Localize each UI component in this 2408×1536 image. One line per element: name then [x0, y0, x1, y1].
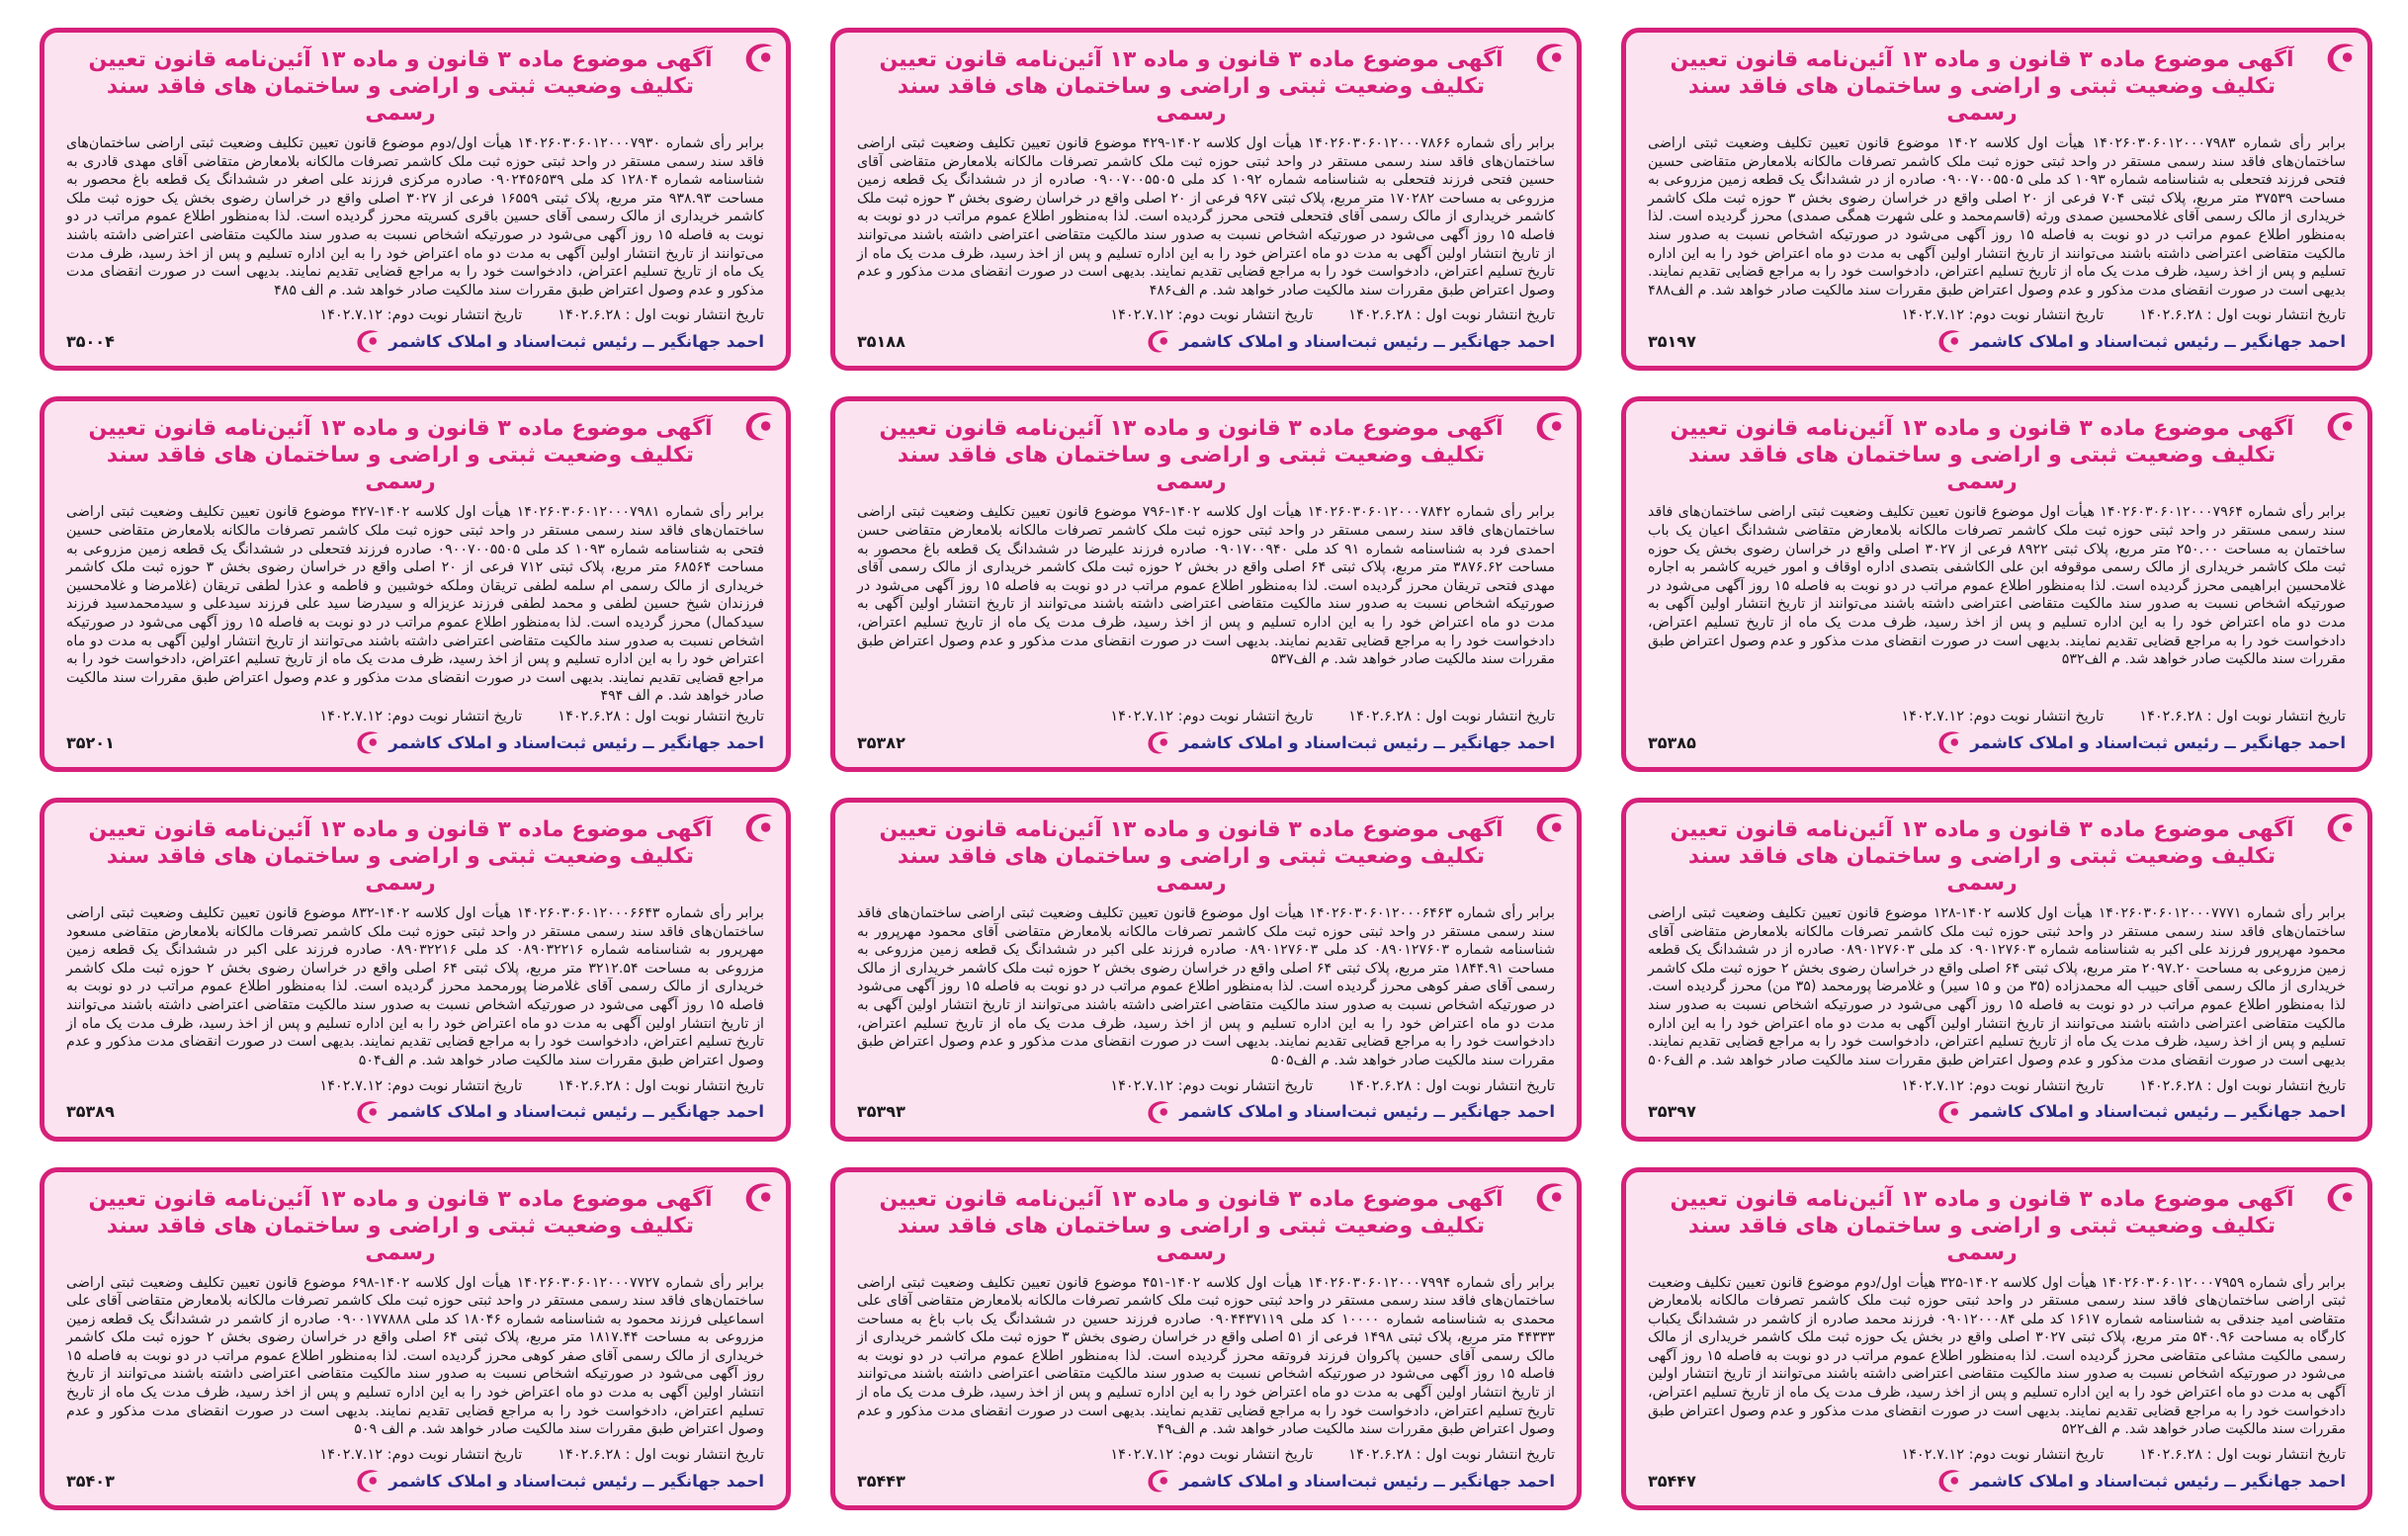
second-publication-date: تاریخ انتشار نوبت دوم: ۱۴۰۲.۷.۱۲ — [1901, 1077, 2105, 1094]
signature — [1935, 1466, 2346, 1495]
signature-text: احمد جهانگیر ــ رئیس ثبت‌اسناد و املاک کاشمر — [1179, 1102, 1555, 1121]
publication-dates — [857, 1447, 1555, 1463]
registration-organization-logo-icon — [1531, 407, 1569, 445]
notice-title: آگهی موضوع ماده ۳ قانون و ماده ۱۳ آئین‌نامه قانون تعیین تکلیف وضعیت ثبتی و اراضی و ساختمان های فاقد سند رسمی — [879, 47, 1504, 126]
publication-dates — [1648, 1447, 2346, 1463]
notice-code: ۳۵۳۸۵ — [1648, 732, 1696, 752]
notice-card — [830, 1167, 1582, 1511]
signature-text: احمد جهانگیر ــ رئیس ثبت‌اسناد و املاک کاشمر — [1179, 1471, 1555, 1491]
notice-code: ۳۵۱۹۷ — [1648, 331, 1696, 351]
registration-organization-logo-icon — [1531, 1178, 1569, 1216]
notice-footer — [66, 1097, 764, 1127]
signature — [353, 1466, 764, 1495]
notice-card — [40, 396, 791, 772]
signature-text: احمد جهانگیر ــ رئیس ثبت‌اسناد و املاک کاشمر — [1970, 1471, 2346, 1491]
signature-text: احمد جهانگیر ــ رئیس ثبت‌اسناد و املاک کاشمر — [388, 331, 764, 351]
notice-title: آگهی موضوع ماده ۳ قانون و ماده ۱۳ آئین‌نامه قانون تعیین تکلیف وضعیت ثبتی و اراضی و ساختمان های فاقد سند رسمی — [1670, 47, 2294, 126]
second-publication-date: تاریخ انتشار نوبت دوم: ۱۴۰۲.۷.۱۲ — [1110, 1447, 1314, 1463]
second-publication-date: تاریخ انتشار نوبت دوم: ۱۴۰۲.۷.۱۲ — [1901, 1447, 2105, 1463]
notice-body: برابر رأی شماره ۱۴۰۲۶۰۳۰۶۰۱۲۰۰۰۷۸۴۲ هیأت اول کلاسه ۱۴۰۲-۷۹۶ موضوع قانون تعیین تکلیف وضعیت ثبتی اراضی ساختمان‌های فاقد سند رسمی مستقر در واحد ثبتی حوزه ثبت ملک کاشمر تصرفات مالکانه بلامعارض متقاضی حسن احمدی فرد به شناسنامه شماره ۹۱ کد ملی ۰۹۰۱۷۰۰۹۴۰ صادره فرزند علیرضا در ششدانگ یک قطعه باغ محصور به مساحت ۳۸۷۶.۶۲ متر مربع، پلاک ثبتی ۶۴ اصلی واقع در بخش ۲ حوزه ثبت ملک کاشمر خریداری از مالک رسمی آقای مهدی فتحی تریقان محرز گردیده است. لذا به‌منظور اطلاع عموم مراتب در دو نوبت به فاصله ۱۵ روز آگهی می‌شود در صورتیکه اشخاص نسبت به صدور سند مالکیت متقاضی اعتراضی داشته باشند می‌توانند از تاریخ انتشار اولین آگهی به مدت دو ماه اعتراض خود را به این اداره تسلیم و پس از اخذ رسید، ظرف مدت یک ماه از تاریخ تسلیم اعتراض، دادخواست خود را به مراجع قضایی تقدیم نمایند. بدیهی است در صورت انقضای مدت مذکور و عدم وصول اعتراض طبق مقررات سند مالکیت صادر خواهد شد. م الف۵۳۷ — [857, 504, 1555, 668]
first-publication-date: تاریخ انتشار نوبت اول : ۱۴۰۲.۶.۲۸ — [558, 1077, 764, 1094]
signature — [1935, 1097, 2346, 1127]
notice-footer — [1648, 326, 2346, 356]
notice-card — [830, 396, 1582, 772]
signature — [1144, 727, 1555, 757]
signature — [1144, 1097, 1555, 1127]
signature — [1144, 1466, 1555, 1495]
notice-code: ۳۵۱۸۸ — [857, 331, 905, 351]
notice-card — [1621, 798, 2372, 1141]
signature — [1935, 727, 2346, 757]
notice-card — [40, 28, 791, 371]
second-publication-date: تاریخ انتشار نوبت دوم: ۱۴۰۲.۷.۱۲ — [1110, 709, 1314, 725]
registration-organization-logo-icon — [740, 809, 778, 846]
notice-title: آگهی موضوع ماده ۳ قانون و ماده ۱۳ آئین‌نامه قانون تعیین تکلیف وضعیت ثبتی و اراضی و ساختمان های فاقد سند رسمی — [1670, 416, 2294, 495]
notice-footer — [857, 727, 1555, 757]
registration-organization-logo-icon — [353, 326, 383, 356]
registration-organization-logo-icon — [1935, 1466, 1964, 1495]
notice-body: برابر رأی شماره ۱۴۰۲۶۰۳۰۶۰۱۲۰۰۰۷۹۸۳ هیأت اول کلاسه ۱۴۰۲ موضوع قانون تعیین تکلیف وضعیت ثبتی اراضی ساختمان‌های فاقد سند رسمی مستقر در واحد ثبتی حوزه ثبت ملک کاشمر تصرفات مالکانه بلامعارض متقاضی حسین فتحی فرزند فتحعلی به شناسنامه شماره ۱۰۹۳ کد ملی ۰۹۰۰۷۰۰۵۵۰۵ صادره از در ششدانگ یک قطعه زمین مزروعی به مساحت ۳۷۵۳۹ متر مربع، پلاک ثبتی ۷۰۴ فرعی از ۲۰ اصلی واقع در خراسان رضوی بخش ۳ حوزه ثبت ملک کاشمر خریداری از مالک رسمی آقای غلامحسین صمدی ورثه (قاسم‌محمد و علی شهرت همگی صمدی) محرز گردیده است. لذا به‌منظور اطلاع عموم مراتب در دو نوبت به فاصله ۱۵ روز آگهی می‌شود در صورتیکه اشخاص نسبت به صدور سند مالکیت متقاضی اعتراضی داشته باشند می‌توانند از تاریخ انتشار اولین آگهی به مدت دو ماه اعتراض خود را به این اداره تسلیم و پس از اخذ رسید، ظرف مدت یک ماه از تاریخ تسلیم اعتراض، دادخواست خود را به مراجع قضایی تقدیم نمایند. بدیهی است در صورت انقضای مدت مذکور و عدم وصول اعتراض طبق مقررات سند مالکیت صادر خواهد شد. م الف۴۸۸ — [1648, 135, 2346, 299]
signature — [353, 326, 764, 356]
second-publication-date: تاریخ انتشار نوبت دوم: ۱۴۰۲.۷.۱۲ — [1901, 307, 2105, 324]
registration-organization-logo-icon — [1144, 326, 1173, 356]
notice-body: برابر رأی شماره ۱۴۰۲۶۰۳۰۶۰۱۲۰۰۰۷۹۹۴ هیأت اول کلاسه ۱۴۰۲-۴۵۱ موضوع قانون تعیین تکلیف وضعیت ثبتی اراضی ساختمان‌های فاقد سند رسمی مستقر در واحد ثبتی حوزه ثبت ملک کاشمر تصرفات مالکانه بلامعارض متقاضی آقای علی محمدی به شناسنامه شماره ۱۰۰۰۰ کد ملی ۰۹۰۴۴۳۷۱۱۹ صادره فرزند حسین در ششدانگ یک باب باغ به مساحت ۴۴۳۳۳ متر مربع، پلاک ثبتی ۱۴۹۸ فرعی از ۵۱ اصلی واقع در خراسان رضوی بخش ۳ حوزه ثبت ملک کاشمر خریداری از مالک رسمی آقای حسین پاکروان فرزند فروتقه محرز گردیده است. لذا به‌منظور اطلاع عموم مراتب در دو نوبت به فاصله ۱۵ روز آگهی می‌شود در صورتیکه اشخاص نسبت به صدور سند مالکیت متقاضی اعتراضی داشته باشند می‌توانند از تاریخ انتشار اولین آگهی به مدت دو ماه اعتراض خود را به این اداره تسلیم و پس از اخذ رسید، ظرف مدت یک ماه از تاریخ تسلیم اعتراض، دادخواست خود را به مراجع قضایی تقدیم نمایند. بدیهی است در صورت انقضای مدت مذکور و عدم وصول اعتراض طبق مقررات سند مالکیت صادر خواهد شد. م الف۴۹ — [857, 1274, 1555, 1438]
notice-code: ۳۵۳۹۷ — [1648, 1102, 1696, 1121]
second-publication-date: تاریخ انتشار نوبت دوم: ۱۴۰۲.۷.۱۲ — [1110, 1077, 1314, 1094]
notice-card — [1621, 396, 2372, 772]
registration-organization-logo-icon — [353, 1097, 383, 1127]
registration-organization-logo-icon — [1531, 39, 1569, 76]
second-publication-date: تاریخ انتشار نوبت دوم: ۱۴۰۲.۷.۱۲ — [319, 1077, 523, 1094]
signature-text: احمد جهانگیر ــ رئیس ثبت‌اسناد و املاک کاشمر — [1970, 331, 2346, 351]
signature-text: احمد جهانگیر ــ رئیس ثبت‌اسناد و املاک کاشمر — [388, 1102, 764, 1121]
notice-footer — [857, 326, 1555, 356]
first-publication-date: تاریخ انتشار نوبت اول : ۱۴۰۲.۶.۲۸ — [2139, 709, 2346, 725]
notice-code: ۳۵۴۴۷ — [1648, 1471, 1696, 1491]
registration-organization-logo-icon — [1144, 1466, 1173, 1495]
notice-footer — [1648, 727, 2346, 757]
second-publication-date: تاریخ انتشار نوبت دوم: ۱۴۰۲.۷.۱۲ — [1901, 709, 2105, 725]
notice-footer — [1648, 1097, 2346, 1127]
first-publication-date: تاریخ انتشار نوبت اول : ۱۴۰۲.۶.۲۸ — [2139, 1447, 2346, 1463]
registration-organization-logo-icon — [2322, 809, 2360, 846]
registration-organization-logo-icon — [740, 407, 778, 445]
first-publication-date: تاریخ انتشار نوبت اول : ۱۴۰۲.۶.۲۸ — [558, 709, 764, 725]
registration-organization-logo-icon — [1144, 1097, 1173, 1127]
notice-footer — [1648, 1466, 2346, 1495]
notice-code: ۳۵۴۰۳ — [66, 1471, 115, 1491]
notice-title: آگهی موضوع ماده ۳ قانون و ماده ۱۳ آئین‌نامه قانون تعیین تکلیف وضعیت ثبتی و اراضی و ساختمان های فاقد سند رسمی — [879, 416, 1504, 495]
second-publication-date: تاریخ انتشار نوبت دوم: ۱۴۰۲.۷.۱۲ — [319, 709, 523, 725]
first-publication-date: تاریخ انتشار نوبت اول : ۱۴۰۲.۶.۲۸ — [1348, 1447, 1555, 1463]
signature-text: احمد جهانگیر ــ رئیس ثبت‌اسناد و املاک کاشمر — [1970, 732, 2346, 752]
publication-dates — [66, 1078, 764, 1094]
notice-card — [1621, 1167, 2372, 1511]
notice-body: برابر رأی شماره ۱۴۰۲۶۰۳۰۶۰۱۲۰۰۰۷۹۸۱ هیأت اول کلاسه ۱۴۰۲-۴۲۷ موضوع قانون تعیین تکلیف وضعیت ثبتی اراضی ساختمان‌های فاقد سند رسمی مستقر در واحد ثبتی حوزه ثبت ملک کاشمر تصرفات مالکانه بلامعارض متقاضی حسین فتحی به شناسنامه شماره ۱۰۹۳ کد ملی ۰۹۰۰۷۰۰۵۵۰۵ صادره فرزند فتحعلی در ششدانگ یک قطعه زمین مزروعی به مساحت ۶۸۵۶۴ متر مربع، پلاک ثبتی ۷۱۲ فرعی از ۲۰ اصلی واقع در خراسان رضوی بخش ۳ حوزه ثبت ملک کاشمر خریداری از مالک رسمی ام سلمه لطفی تریقان وملکه خوشبین و فاطمه و عذرا لطفی تریقان (غلامرضا و غلامحسین فرزندان شیخ حسین لطفی و محمد لطفی فرزند عزیزاله و سیدرضا سید علی فرزند سیدعلی و سیدمحمدسید فرزند سیدکمال) محرز گردیده است. لذا به‌منظور اطلاع عموم مراتب در دو نوبت به فاصله ۱۵ روز آگهی می‌شود در صورتیکه اشخاص نسبت به صدور سند مالکیت متقاضی اعتراضی داشته باشند می‌توانند از تاریخ انتشار اولین آگهی به مدت دو ماه اعتراض خود را به این اداره تسلیم و پس از اخذ رسید، ظرف مدت یک ماه از تاریخ تسلیم اعتراض، دادخواست خود را به مراجع قضایی تقدیم نمایند. بدیهی است در صورت انقضای مدت مذکور و عدم وصول اعتراض طبق مقررات سند مالکیت صادر خواهد شد. م الف ۴۹۴ — [66, 504, 764, 705]
signature-text: احمد جهانگیر ــ رئیس ثبت‌اسناد و املاک کاشمر — [388, 732, 764, 752]
publication-dates — [857, 307, 1555, 323]
notice-code: ۳۵۰۰۴ — [66, 331, 115, 351]
notice-body: برابر رأی شماره ۱۴۰۲۶۰۳۰۶۰۱۲۰۰۰۶۴۶۳ هیأت اول موضوع قانون تعیین تکلیف وضعیت ثبتی اراضی ساختمان‌های فاقد سند رسمی مستقر در واحد ثبتی حوزه ثبت ملک کاشمر تصرفات مالکانه بلامعارض متقاضی آقای محمود مهرپرور به شناسنامه شماره ۰۸۹۰۱۲۷۶۰۳ کد ملی ۰۸۹۰۱۲۷۶۰۳ صادره فرزند علی اکبر در ششدانگ یک قطعه زمین مزروعی به مساحت ۱۸۴۴.۹۱ متر مربع، پلاک ثبتی ۶۴ اصلی واقع در خراسان رضوی بخش ۲ حوزه ثبت ملک کاشمر خریداری از مالک رسمی آقای صفر کوهی محرز گردیده است. لذا به‌منظور اطلاع عموم مراتب در دو نوبت به فاصله ۱۵ روز آگهی می‌شود در صورتیکه اشخاص نسبت به صدور سند مالکیت متقاضی اعتراضی داشته باشند می‌توانند از تاریخ انتشار اولین آگهی به مدت دو ماه اعتراض خود را به این اداره تسلیم و پس از اخذ رسید، ظرف مدت یک ماه از تاریخ تسلیم اعتراض، دادخواست خود را به مراجع قضایی تقدیم نمایند. بدیهی است در صورت انقضای مدت مذکور و عدم وصول اعتراض طبق مقررات سند مالکیت صادر خواهد شد. م الف۵۰۵ — [857, 905, 1555, 1068]
signature — [1935, 326, 2346, 356]
signature-text: احمد جهانگیر ــ رئیس ثبت‌اسناد و املاک کاشمر — [1179, 331, 1555, 351]
notice-code: ۳۵۲۰۱ — [66, 732, 115, 752]
first-publication-date: تاریخ انتشار نوبت اول : ۱۴۰۲.۶.۲۸ — [2139, 1077, 2346, 1094]
notice-card — [40, 1167, 791, 1511]
notice-body: برابر رأی شماره ۱۴۰۲۶۰۳۰۶۰۱۲۰۰۰۷۷۷۱ هیأت اول کلاسه ۱۴۰۲-۱۲۸ موضوع قانون تعیین تکلیف وضعیت ثبتی اراضی ساختمان‌های فاقد سند رسمی مستقر در واحد ثبتی حوزه ثبت ملک کاشمر تصرفات مالکانه بلامعارض متقاضی آقای محمود مهرپرور فرزند علی اکبر به شناسنامه شماره ۰۹۰۱۲۷۶۰۳ کد ملی ۰۸۹۰۱۲۷۶۰۳ صادره از در ششدانگ یک قطعه زمین مزروعی به مساحت ۲۰۹۷.۲۰ متر مربع، پلاک ثبتی ۶۴ اصلی واقع در خراسان رضوی بخش ۲ حوزه ثبت ملک کاشمر خریداری از مالک رسمی آقای حبیب اله محمدزاده (۳۵ من و ۱۵ سیر) و غلامرضا پورمحمد (۳۵ من) محرز گردیده است. لذا به‌منظور اطلاع عموم مراتب در دو نوبت به فاصله ۱۵ روز آگهی می‌شود در صورتیکه اشخاص نسبت به صدور سند مالکیت متقاضی اعتراضی داشته باشند می‌توانند از تاریخ انتشار اولین آگهی به مدت دو ماه اعتراض خود را به این اداره تسلیم و پس از اخذ رسید، ظرف مدت یک ماه از تاریخ تسلیم اعتراض، دادخواست خود را به مراجع قضایی تقدیم نمایند. بدیهی است در صورت انقضای مدت مذکور و عدم وصول اعتراض طبق مقررات سند مالکیت صادر خواهد شد. م الف۵۰۶ — [1648, 905, 2347, 1068]
notice-card — [40, 798, 791, 1141]
registration-organization-logo-icon — [2322, 1178, 2360, 1216]
registration-organization-logo-icon — [2322, 39, 2360, 76]
publication-dates — [1648, 709, 2346, 725]
notice-footer — [857, 1466, 1555, 1495]
second-publication-date: تاریخ انتشار نوبت دوم: ۱۴۰۲.۷.۱۲ — [319, 307, 523, 324]
notice-footer — [857, 1097, 1555, 1127]
publication-dates — [66, 1447, 764, 1463]
registration-organization-logo-icon — [1935, 1097, 1964, 1127]
first-publication-date: تاریخ انتشار نوبت اول : ۱۴۰۲.۶.۲۸ — [558, 307, 764, 324]
notice-code: ۳۵۳۸۲ — [857, 732, 905, 752]
registration-organization-logo-icon — [1935, 326, 1964, 356]
publication-dates — [66, 709, 764, 725]
registration-organization-logo-icon — [353, 727, 383, 757]
notice-title: آگهی موضوع ماده ۳ قانون و ماده ۱۳ آئین‌نامه قانون تعیین تکلیف وضعیت ثبتی و اراضی و ساختمان های فاقد سند رسمی — [88, 1186, 713, 1265]
ads-grid — [40, 28, 2372, 1510]
notice-footer — [66, 727, 764, 757]
publication-dates — [1648, 307, 2346, 323]
notice-body: برابر رأی شماره ۱۴۰۲۶۰۳۰۶۰۱۲۰۰۰۷۹۶۴ هیأت اول موضوع قانون تعیین تکلیف وضعیت ثبتی اراضی ساختمان‌های فاقد سند رسمی مستقر در واحد ثبتی حوزه ثبت ملک کاشمر تصرفات مالکانه بلامعارض متقاضی ششدانگ اعیان یک باب ساختمان به مساحت ۲۵۰.۰۰ متر مربع، پلاک ثبتی ۸۹۲۲ فرعی از ۳۰۲۷ اصلی واقع در خراسان رضوی بخش یک حوزه ثبت ملک کاشمر خریداری از مالک رسمی موقوفه ابن علی الکاشفی بتصدی اداره اوقاف و امور خیریه کاشمر به اجاره غلامحسین ابراهیمی محرز گردیده است. لذا به‌منظور اطلاع عموم مراتب در دو نوبت به فاصله ۱۵ روز آگهی می‌شود در صورتیکه اشخاص نسبت به صدور سند مالکیت متقاضی اعتراضی داشته باشند می‌توانند از تاریخ انتشار اولین آگهی به مدت دو ماه اعتراض خود را به این اداره تسلیم و پس از اخذ رسید، ظرف مدت یک ماه از تاریخ تسلیم اعتراض، دادخواست خود را به مراجع قضایی تقدیم نمایند. بدیهی است در صورت انقضای مدت مذکور و عدم وصول اعتراض طبق مقررات سند مالکیت صادر خواهد شد. م الف۵۳۲ — [1648, 504, 2346, 668]
notice-body: برابر رأی شماره ۱۴۰۲۶۰۳۰۶۰۱۲۰۰۰۷۹۵۹ هیأت اول کلاسه ۱۴۰۲-۳۲۵ هیأت اول/دوم موضوع قانون تعیین تکلیف وضعیت ثبتی اراضی ساختمان‌های فاقد سند رسمی مستقر در واحد ثبتی حوزه ثبت ملک کاشمر تصرفات مالکانه بلامعارض متقاضی امید جندقی به شناسنامه شماره ۱۶۱۷ کد ملی ۰۹۰۱۲۰۰۰۸۴ فرزند محمد صادره از کاشمر در ششدانگ یکباب کارگاه به مساحت ۵۴۰.۹۶ متر مربع، پلاک ثبتی ۳۰۲۷ اصلی واقع در بخش یک حوزه ثبت ملک کاشمر خریداری از مالک رسمی مالکیت مشاعی متقاضی محرز گردیده است. لذا به‌منظور اطلاع عموم مراتب در دو نوبت به فاصله ۱۵ روز آگهی می‌شود در صورتیکه اشخاص نسبت به صدور سند مالکیت متقاضی اعتراضی داشته باشند می‌توانند از تاریخ انتشار اولین آگهی به مدت دو ماه اعتراض خود را به این اداره تسلیم و پس از اخذ رسید، ظرف مدت یک ماه از تاریخ تسلیم اعتراض، دادخواست خود را به مراجع قضایی تقدیم نمایند. بدیهی است در صورت انقضای مدت مذکور و عدم وصول اعتراض طبق مقررات سند مالکیت صادر خواهد شد. م الف۵۲۲ — [1648, 1274, 2346, 1438]
notice-card — [1621, 28, 2372, 371]
notice-title: آگهی موضوع ماده ۳ قانون و ماده ۱۳ آئین‌نامه قانون تعیین تکلیف وضعیت ثبتی و اراضی و ساختمان های فاقد سند رسمی — [1670, 1186, 2294, 1265]
notice-code: ۳۵۳۸۹ — [66, 1102, 115, 1121]
registration-organization-logo-icon — [740, 39, 778, 76]
notice-title: آگهی موضوع ماده ۳ قانون و ماده ۱۳ آئین‌نامه قانون تعیین تکلیف وضعیت ثبتی و اراضی و ساختمان های فاقد سند رسمی — [879, 1186, 1504, 1265]
first-publication-date: تاریخ انتشار نوبت اول : ۱۴۰۲.۶.۲۸ — [1348, 1077, 1555, 1094]
publication-dates — [1648, 1078, 2346, 1094]
publication-dates — [66, 307, 764, 323]
first-publication-date: تاریخ انتشار نوبت اول : ۱۴۰۲.۶.۲۸ — [2139, 307, 2346, 324]
registration-organization-logo-icon — [740, 1178, 778, 1216]
notice-title: آگهی موضوع ماده ۳ قانون و ماده ۱۳ آئین‌نامه قانون تعیین تکلیف وضعیت ثبتی و اراضی و ساختمان های فاقد سند رسمی — [1670, 817, 2294, 896]
first-publication-date: تاریخ انتشار نوبت اول : ۱۴۰۲.۶.۲۸ — [1348, 709, 1555, 725]
notice-card — [830, 28, 1582, 371]
notice-body: برابر رأی شماره ۱۴۰۲۶۰۳۰۶۰۱۲۰۰۰۶۶۴۳ هیأت اول کلاسه ۱۴۰۲-۸۳۲ موضوع قانون تعیین تکلیف وضعیت ثبتی اراضی ساختمان‌های فاقد سند رسمی مستقر در واحد ثبتی حوزه ثبت ملک کاشمر تصرفات مالکانه بلامعارض متقاضی مسعود مهرپرور به شناسنامه شماره ۰۸۹۰۳۲۲۱۶ کد ملی ۰۸۹۰۳۲۲۱۶ صادره فرزند علی اکبر در ششدانگ یک قطعه زمین مزروعی به مساحت ۳۲۱۲.۵۴ متر مربع، پلاک ثبتی ۶۴ اصلی واقع در خراسان رضوی بخش ۲ حوزه ثبت ملک کاشمر خریداری از مالک رسمی آقای غلامرضا پورمحمد محرز گردیده است. لذا به‌منظور اطلاع عموم مراتب در دو نوبت به فاصله ۱۵ روز آگهی می‌شود در صورتیکه اشخاص نسبت به صدور سند مالکیت متقاضی اعتراضی داشته باشند می‌توانند از تاریخ انتشار اولین آگهی به مدت دو ماه اعتراض خود را به این اداره تسلیم و پس از اخذ رسید، ظرف مدت یک ماه از تاریخ تسلیم اعتراض، دادخواست خود را به مراجع قضایی تقدیم نمایند. بدیهی است در صورت انقضای مدت مذکور و عدم وصول اعتراض طبق مقررات سند مالکیت صادر خواهد شد. م الف۵۰۴ — [66, 905, 764, 1068]
signature — [1144, 326, 1555, 356]
registration-organization-logo-icon — [353, 1466, 383, 1495]
registration-organization-logo-icon — [1935, 727, 1964, 757]
registration-organization-logo-icon — [1144, 727, 1173, 757]
notice-title: آگهی موضوع ماده ۳ قانون و ماده ۱۳ آئین‌نامه قانون تعیین تکلیف وضعیت ثبتی و اراضی و ساختمان های فاقد سند رسمی — [88, 416, 713, 495]
notice-code: ۳۵۴۴۳ — [857, 1471, 905, 1491]
notice-body: برابر رأی شماره ۱۴۰۲۶۰۳۰۶۰۱۲۰۰۰۷۷۲۷ هیأت اول کلاسه ۱۴۰۲-۶۹۸ موضوع قانون تعیین تکلیف وضعیت ثبتی اراضی ساختمان‌های فاقد سند رسمی مستقر در واحد ثبتی حوزه ثبت ملک کاشمر تصرفات مالکانه بلامعارض متقاضی آقای علی اسماعیلی فرزند محمود به شناسنامه شماره ۱۸۰۴۶ کد ملی ۰۹۰۰۱۷۷۸۸۸ صادره از کاشمر در ششدانگ یک قطعه زمین مزروعی به مساحت ۱۸۱۷.۴۴ متر مربع، پلاک ثبتی ۶۴ اصلی واقع در خراسان رضوی بخش ۲ حوزه ثبت ملک کاشمر خریداری از مالک رسمی آقای صفر کوهی محرز گردیده است. لذا به‌منظور اطلاع عموم مراتب در دو نوبت به فاصله ۱۵ روز آگهی می‌شود در صورتیکه اشخاص نسبت به صدور سند مالکیت متقاضی اعتراضی داشته باشند می‌توانند از تاریخ انتشار اولین آگهی به مدت دو ماه اعتراض خود را به این اداره تسلیم و پس از اخذ رسید، ظرف مدت یک ماه از تاریخ تسلیم اعتراض، دادخواست خود را به مراجع قضایی تقدیم نمایند. بدیهی است در صورت انقضای مدت مذکور و عدم وصول اعتراض طبق مقررات سند مالکیت صادر خواهد شد. م الف ۵۰۹ — [66, 1274, 764, 1438]
signature — [353, 727, 764, 757]
signature-text: احمد جهانگیر ــ رئیس ثبت‌اسناد و املاک کاشمر — [388, 1471, 764, 1491]
second-publication-date: تاریخ انتشار نوبت دوم: ۱۴۰۲.۷.۱۲ — [319, 1447, 523, 1463]
signature-text: احمد جهانگیر ــ رئیس ثبت‌اسناد و املاک کاشمر — [1970, 1102, 2346, 1121]
notice-card — [830, 798, 1582, 1141]
signature — [353, 1097, 764, 1127]
first-publication-date: تاریخ انتشار نوبت اول : ۱۴۰۲.۶.۲۸ — [1348, 307, 1555, 324]
notice-code: ۳۵۳۹۳ — [857, 1102, 905, 1121]
notice-footer — [66, 1466, 764, 1495]
registration-organization-logo-icon — [2322, 407, 2360, 445]
signature-text: احمد جهانگیر ــ رئیس ثبت‌اسناد و املاک کاشمر — [1179, 732, 1555, 752]
notice-body: برابر رأی شماره ۱۴۰۲۶۰۳۰۶۰۱۲۰۰۰۷۸۶۶ هیأت اول کلاسه ۱۴۰۲-۴۲۹ موضوع قانون تعیین تکلیف وضعیت ثبتی اراضی ساختمان‌های فاقد سند رسمی مستقر در واحد ثبتی حوزه ثبت ملک کاشمر تصرفات مالکانه بلامعارض متقاضی آقای حسین فتحی فرزند فتحعلی به شناسنامه شماره ۱۰۹۲ کد ملی ۰۹۰۰۷۰۰۵۵۰۵ صادره از در ششدانگ یک قطعه زمین مزروعی به مساحت ۱۷۰۲۸۲ متر مربع، پلاک ثبتی ۹۶۷ فرعی از ۲۰ اصلی واقع در خراسان رضوی بخش ۳ حوزه ثبت ملک کاشمر خریداری از مالک رسمی آقای فتحعلی فتحی محرز گردیده است. لذا به‌منظور اطلاع عموم مراتب در دو نوبت به فاصله ۱۵ روز آگهی می‌شود در صورتیکه اشخاص نسبت به صدور سند مالکیت متقاضی اعتراضی داشته باشند می‌توانند از تاریخ انتشار اولین آگهی به مدت دو ماه اعتراض خود را به این اداره تسلیم و پس از اخذ رسید، ظرف مدت یک ماه از تاریخ تسلیم اعتراض، دادخواست خود را به مراجع قضایی تقدیم نمایند. بدیهی است در صورت انقضای مدت مذکور و عدم وصول اعتراض طبق مقررات سند مالکیت صادر خواهد شد. م الف۴۸۶ — [857, 135, 1555, 299]
notice-title: آگهی موضوع ماده ۳ قانون و ماده ۱۳ آئین‌نامه قانون تعیین تکلیف وضعیت ثبتی و اراضی و ساختمان های فاقد سند رسمی — [88, 817, 713, 896]
notice-title: آگهی موضوع ماده ۳ قانون و ماده ۱۳ آئین‌نامه قانون تعیین تکلیف وضعیت ثبتی و اراضی و ساختمان های فاقد سند رسمی — [88, 47, 713, 126]
notice-footer — [66, 326, 764, 356]
publication-dates — [857, 1078, 1555, 1094]
first-publication-date: تاریخ انتشار نوبت اول : ۱۴۰۲.۶.۲۸ — [558, 1447, 764, 1463]
publication-dates — [857, 709, 1555, 725]
notice-title: آگهی موضوع ماده ۳ قانون و ماده ۱۳ آئین‌نامه قانون تعیین تکلیف وضعیت ثبتی و اراضی و ساختمان های فاقد سند رسمی — [879, 817, 1504, 896]
registration-organization-logo-icon — [1531, 809, 1569, 846]
notice-body: برابر رأی شماره ۱۴۰۲۶۰۳۰۶۰۱۲۰۰۰۷۹۳۰ هیأت اول/دوم موضوع قانون تعیین تکلیف وضعیت ثبتی اراضی ساختمان‌های فاقد سند رسمی مستقر در واحد ثبتی حوزه ثبت ملک کاشمر تصرفات مالکانه بلامعارض متقاضی آقای مهدی قادری به شناسنامه شماره ۱۲۸۰۴ کد ملی ۰۹۰۲۴۵۶۵۳۹ صادره مرکزی فرزند علی اصغر در ششدانگ یک قطعه باغ محصور به مساحت ۹۳۸.۹۳ متر مربع، پلاک ثبتی ۱۶۵۵۹ فرعی از ۳۰۲۷ اصلی واقع در خراسان رضوی بخش یک حوزه ثبت ملک کاشمر خریداری از مالک رسمی آقای حسین باقری کسریته محرز گردیده است. لذا به‌منظور اطلاع عموم مراتب در دو نوبت به فاصله ۱۵ روز آگهی می‌شود در صورتیکه اشخاص نسبت به صدور سند مالکیت متقاضی اعتراضی داشته باشند می‌توانند از تاریخ انتشار اولین آگهی به مدت دو ماه اعتراض خود را به این اداره تسلیم و پس از اخذ رسید، ظرف مدت یک ماه از تاریخ تسلیم اعتراض، دادخواست خود را به مراجع قضایی تقدیم نمایند. بدیهی است در صورت انقضای مدت مذکور و عدم وصول اعتراض طبق مقررات سند مالکیت صادر خواهد شد. م الف ۴۸۵ — [66, 135, 764, 299]
second-publication-date: تاریخ انتشار نوبت دوم: ۱۴۰۲.۷.۱۲ — [1110, 307, 1314, 324]
